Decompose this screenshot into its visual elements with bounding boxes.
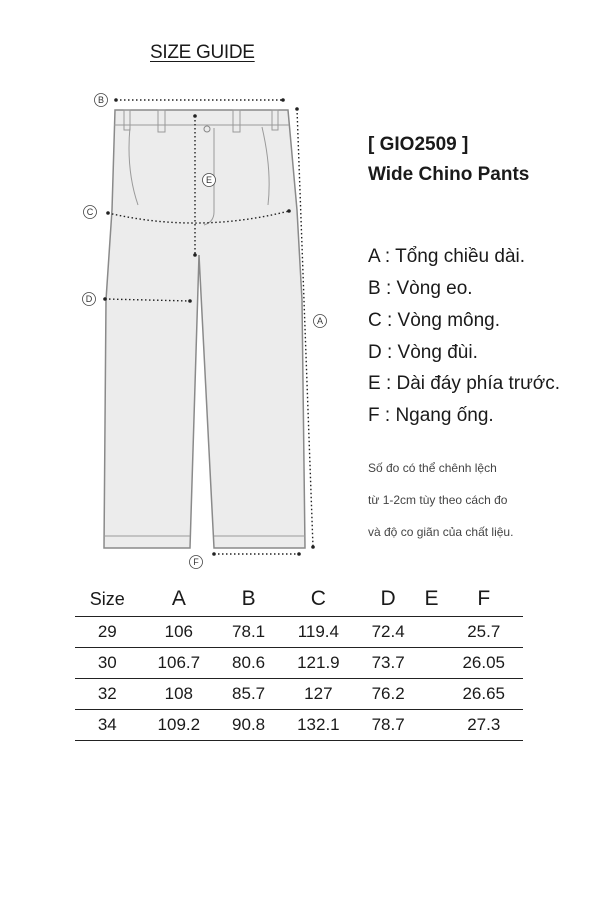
product-code: [ GIO2509 ] <box>368 134 469 155</box>
column-header-d: D <box>380 587 396 610</box>
table-cell: 109.2 <box>140 710 218 741</box>
marker-e-label: E <box>205 175 213 186</box>
table-cell <box>419 648 445 679</box>
table-cell: 108 <box>140 679 218 710</box>
table-cell: 106.7 <box>140 648 218 679</box>
legend-item-d: D : Vòng đùi. <box>368 342 478 363</box>
table-cell: 25.7 <box>444 617 523 648</box>
table-cell: 29 <box>75 617 140 648</box>
column-header-c: C <box>310 587 326 610</box>
table-cell: 76.2 <box>358 679 419 710</box>
table-row <box>75 648 523 679</box>
table-cell: 85.7 <box>218 679 279 710</box>
table-cell: 27.3 <box>444 710 523 741</box>
table-cell: 26.05 <box>444 648 523 679</box>
note-line: và độ co giãn của chất liệu. <box>368 525 514 539</box>
column-header-f: F <box>477 587 491 610</box>
table-row <box>75 617 523 648</box>
marker-d-label: D <box>85 294 93 305</box>
legend-item-e: E : Dài đáy phía trước. <box>368 373 561 394</box>
table-cell: 80.6 <box>218 648 279 679</box>
table-cell: 26.65 <box>444 679 523 710</box>
size-table <box>75 582 523 741</box>
column-header-b: B <box>241 587 256 610</box>
table-cell <box>419 617 445 648</box>
table-cell: 121.9 <box>279 648 357 679</box>
table-cell: 72.4 <box>358 617 419 648</box>
table-row <box>75 710 523 741</box>
column-header-a: A <box>171 587 186 610</box>
marker-a-label: A <box>316 316 324 327</box>
marker-f-label: F <box>193 557 199 568</box>
table-header-row <box>75 582 523 617</box>
legend-item-a: A : Tổng chiều dài. <box>368 246 526 267</box>
table-cell <box>419 710 445 741</box>
table-cell: 106 <box>140 617 218 648</box>
table-cell: 119.4 <box>279 617 357 648</box>
note-line: Số đo có thể chênh lệch <box>368 461 497 475</box>
column-header-size: Size <box>89 588 125 609</box>
column-header-e: E <box>424 587 439 610</box>
table-cell: 78.1 <box>218 617 279 648</box>
marker-b-label: B <box>97 95 105 106</box>
legend-item-b: B : Vòng eo. <box>368 278 473 299</box>
marker-c-label: C <box>86 207 94 218</box>
table-cell: 78.7 <box>358 710 419 741</box>
table-cell: 90.8 <box>218 710 279 741</box>
table-cell: 32 <box>75 679 140 710</box>
table-cell: 73.7 <box>358 648 419 679</box>
note-line: từ 1-2cm tùy theo cách đo <box>368 493 508 507</box>
page-title: SIZE GUIDE <box>150 42 255 63</box>
table-row <box>75 679 523 710</box>
legend-item-c: C : Vòng mông. <box>368 310 501 331</box>
table-cell <box>419 679 445 710</box>
table-cell: 132.1 <box>279 710 357 741</box>
table-cell: 30 <box>75 648 140 679</box>
product-name: Wide Chino Pants <box>368 164 530 185</box>
legend-item-f: F : Ngang ống. <box>368 405 494 426</box>
table-cell: 127 <box>279 679 357 710</box>
table-cell: 34 <box>75 710 140 741</box>
